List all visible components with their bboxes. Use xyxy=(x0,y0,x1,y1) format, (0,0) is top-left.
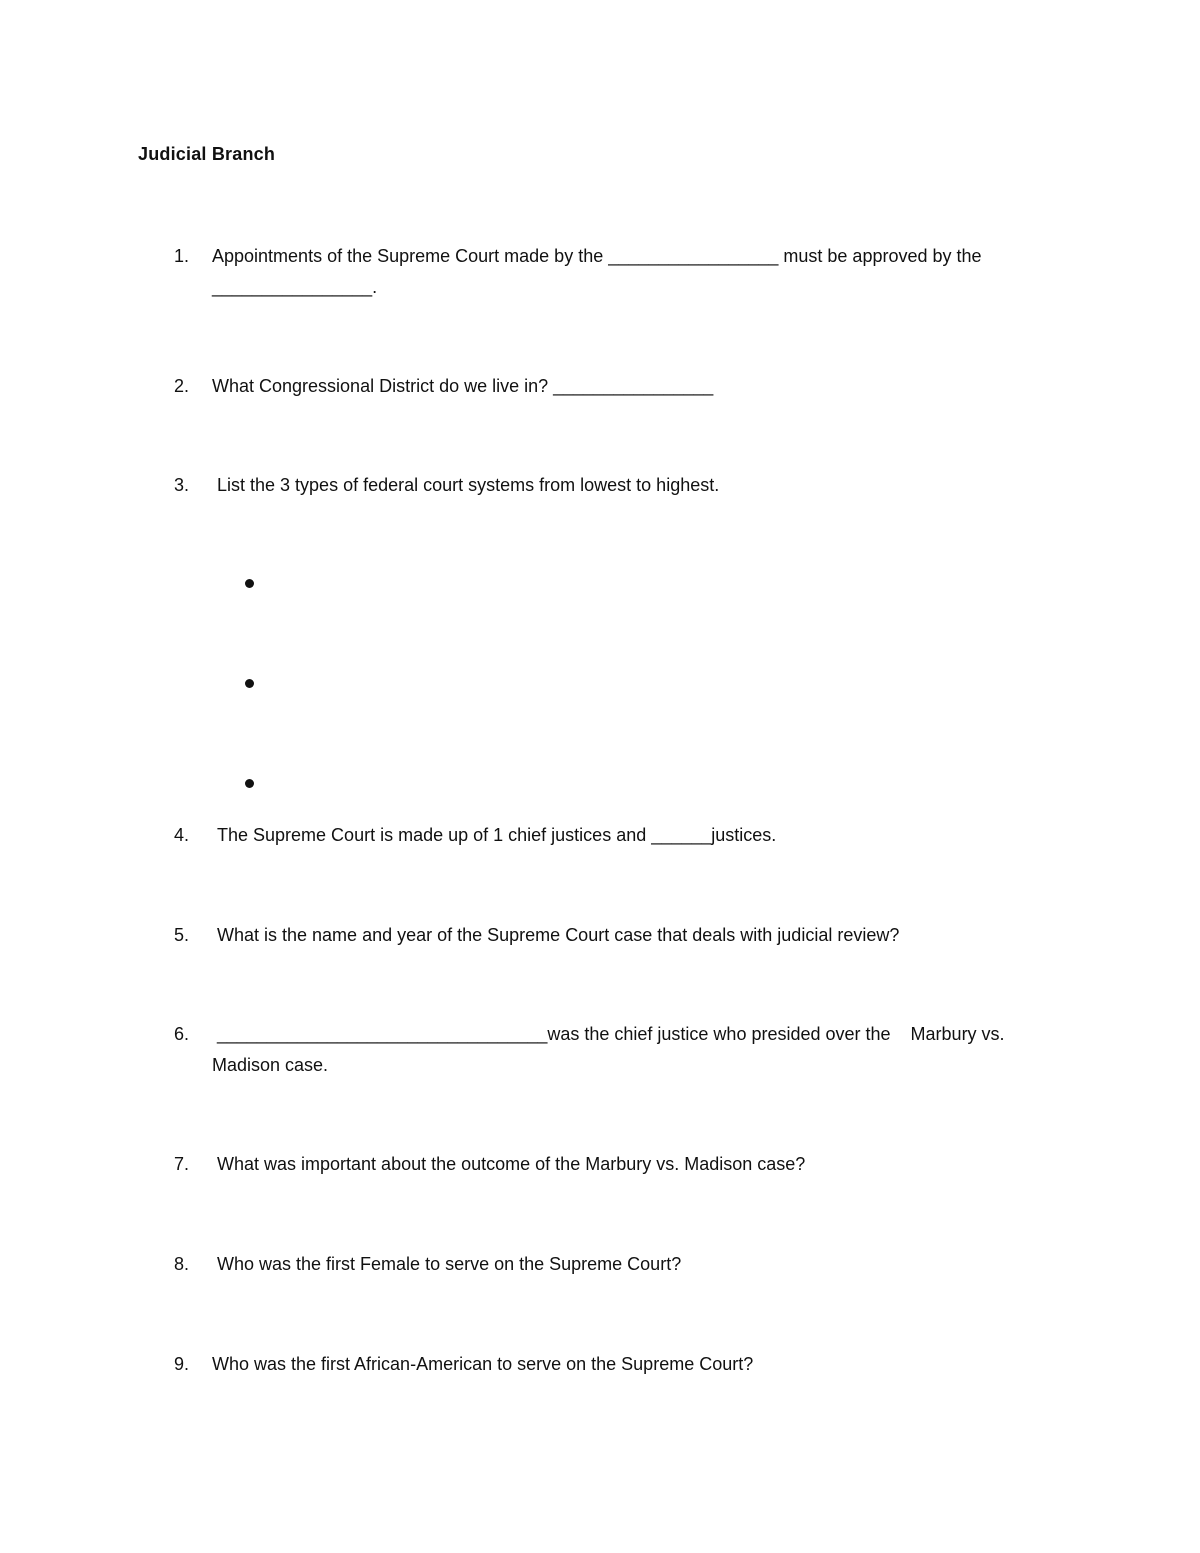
question-text: The Supreme Court is made up of 1 chief justices and ______justices. xyxy=(217,825,777,845)
question-number: 2. xyxy=(174,376,190,396)
question-number: 3. xyxy=(174,475,190,495)
question-9 xyxy=(174,1349,753,1380)
question-5 xyxy=(174,920,899,951)
page-title: Judicial Branch xyxy=(138,144,276,164)
bullet-point-3 xyxy=(245,779,254,788)
question-3 xyxy=(174,470,719,501)
question-7 xyxy=(174,1149,805,1180)
question-4 xyxy=(174,820,776,851)
question-text: List the 3 types of federal court systems from lowest to highest. xyxy=(217,475,720,495)
question-2 xyxy=(174,371,713,402)
question-number: 6. xyxy=(174,1024,190,1044)
question-text: Who was the first African-American to serve on the Supreme Court? xyxy=(212,1354,754,1374)
question-number: 1. xyxy=(174,246,190,266)
question-text: What was important about the outcome of the Marbury vs. Madison case? xyxy=(217,1154,806,1174)
question-number: 5. xyxy=(174,925,190,945)
question-6 xyxy=(174,1019,1005,1081)
question-text: Who was the first Female to serve on the Supreme Court? xyxy=(217,1254,682,1274)
question-text-continued: Madison case. xyxy=(212,1055,329,1075)
question-text: Appointments of the Supreme Court made by the _________________ must be approved by the xyxy=(212,246,982,266)
question-text: What is the name and year of the Supreme Court case that deals with judicial review? xyxy=(217,925,900,945)
question-text-continued: ________________. xyxy=(212,277,378,297)
question-number: 7. xyxy=(174,1154,190,1174)
question-1 xyxy=(174,241,982,303)
question-text: _________________________________was the chief justice who presided over the Marbury vs. xyxy=(217,1024,1005,1044)
bullet-point-2 xyxy=(245,679,254,688)
bullet-point-1 xyxy=(245,579,254,588)
question-number: 9. xyxy=(174,1354,190,1374)
question-number: 8. xyxy=(174,1254,190,1274)
question-number: 4. xyxy=(174,825,190,845)
question-text: What Congressional District do we live in? ________________ xyxy=(212,376,714,396)
question-8 xyxy=(174,1249,681,1280)
